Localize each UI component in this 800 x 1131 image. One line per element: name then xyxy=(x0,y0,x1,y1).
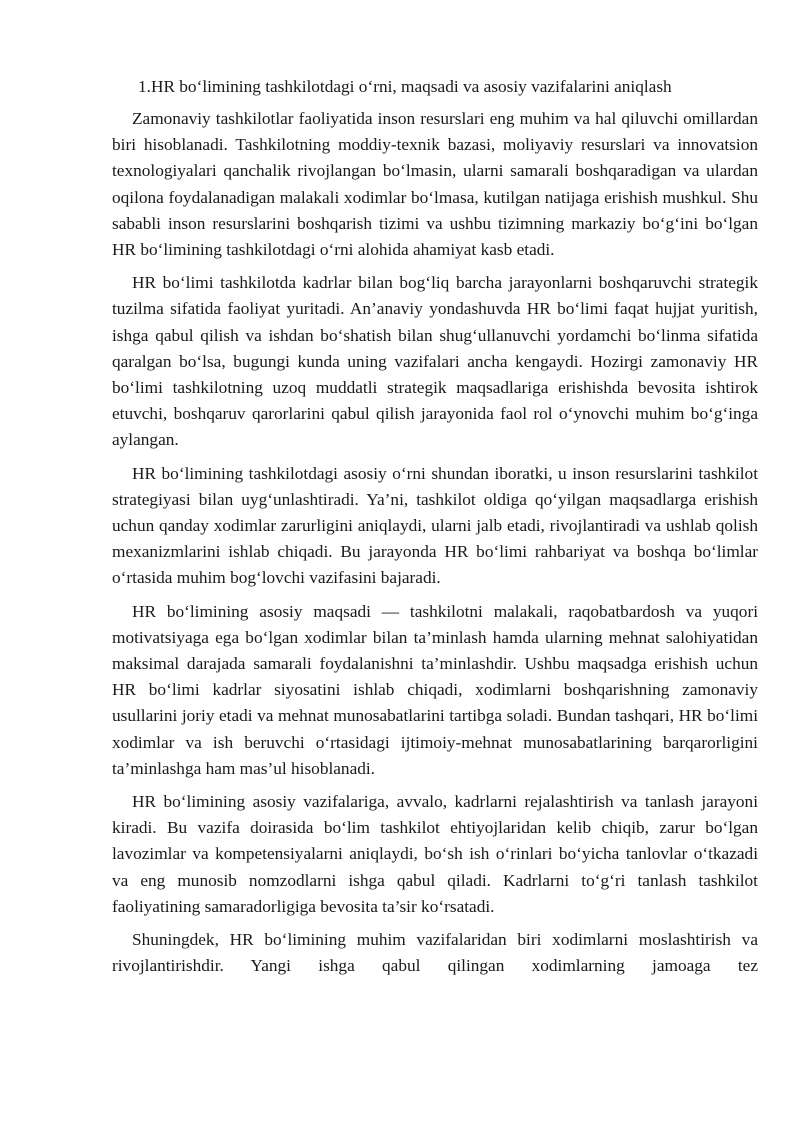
paragraph-6: Shuningdek, HR bo‘limining muhim vazifalaridan biri xodimlarni moslashtirish va rivojlantirishdir. Yangi ishga qabul qilingan xodimlarning jamoaga tez xyxy=(112,930,758,976)
section-heading: 1.HR bo‘limining tashkilotdagi o‘rni, maqsadi va asosiy vazifalarini aniqlash xyxy=(138,77,672,96)
paragraph-4: HR bo‘limining asosiy maqsadi — tashkilotni malakali, raqobatbardosh va yuqori motivatsiyaga ega bo‘lgan xodimlar bilan ta’minlash hamda ularning mehnat salohiyatidan maksimal darajada samarali foydalanishni ta’minlashdir. Ushbu maqsadga erishish uchun HR bo‘limi kadrlar siyosatini ishlab chiqadi, xodimlarni boshqarishning zamonaviy usullarini joriy etadi va mehnat munosabatlarini tartibga soladi. Bundan tashqari, HR bo‘limi xodimlar va ish beruvchi o‘rtasidagi ijtimoiy-mehnat munosabatlarining barqarorligini ta’minlashga ham mas’ul hisoblanadi. xyxy=(112,601,758,778)
paragraph-3: HR bo‘limining tashkilotdagi asosiy o‘rni shundan iboratki, u inson resurslarini tashkilot strategiyasi bilan uyg‘unlashtiradi. Ya’ni, tashkilot oldiga qo‘yilgan maqsadlarga erishish uchun qanday xodimlar zarurligini aniqlaydi, ularni jalb etadi, rivojlantiradi va ushlab qolish mexanizmlarini ishlab chiqadi. Bu jarayonda HR bo‘limi rahbariyat va boshqa bo‘limlar o‘rtasida muhim bog‘lovchi vazifasini bajaradi. xyxy=(112,463,758,588)
paragraph-1: Zamonaviy tashkilotlar faoliyatida inson resurslari eng muhim va hal qiluvchi omillardan biri hisoblanadi. Tashkilotning moddiy-texnik bazasi, moliyaviy resurslari va innovatsion texnologiyalari qanchalik rivojlangan bo‘lmasin, ularni samarali boshqaradigan va ulardan oqilona foydalanadigan malakali xodimlar bo‘lmasa, kutilgan natijaga erishish mushkul. Shu sababli inson resurslarini boshqarish tizimi va ushbu tizimning markaziy bo‘g‘ini bo‘lgan HR bo‘limining tashkilotdagi o‘rni alohida ahamiyat kasb etadi. xyxy=(112,109,758,260)
paragraph-5: HR bo‘limining asosiy vazifalariga, avvalo, kadrlarni rejalashtirish va tanlash jarayoni kiradi. Bu vazifa doirasida bo‘lim tashkilot ehtiyojlaridan kelib chiqib, zarur bo‘lgan lavozimlar va kompetensiyalarni aniqlaydi, bo‘sh ish o‘rinlari bo‘yicha tanlovlar o‘tkazadi va eng munosib nomzodlarni ishga qabul qiladi. Kadrlarni to‘g‘ri tanlash tashkilot faoliyatining samaradorligiga bevosita ta’sir ko‘rsatadi. xyxy=(112,792,758,916)
document-page xyxy=(112,74,758,980)
paragraph-2: HR bo‘limi tashkilotda kadrlar bilan bog‘liq barcha jarayonlarni boshqaruvchi strategik tuzilma sifatida faoliyat yuritadi. An’anaviy yondashuvda HR bo‘limi faqat hujjat yuritish, ishga qabul qilish va ishdan bo‘shatish bilan shug‘ullanuvchi yordamchi bo‘linma sifatida qaralgan bo‘lsa, bugungi kunda uning vazifalari ancha kengaydi. Hozirgi zamonaviy HR bo‘limi tashkilotning uzoq muddatli strategik maqsadlariga erishishda bevosita ishtirok etuvchi, boshqaruv qarorlarini qabul qilish jarayonida faol rol o‘ynovchi muhim bo‘g‘inga aylangan. xyxy=(112,273,758,450)
